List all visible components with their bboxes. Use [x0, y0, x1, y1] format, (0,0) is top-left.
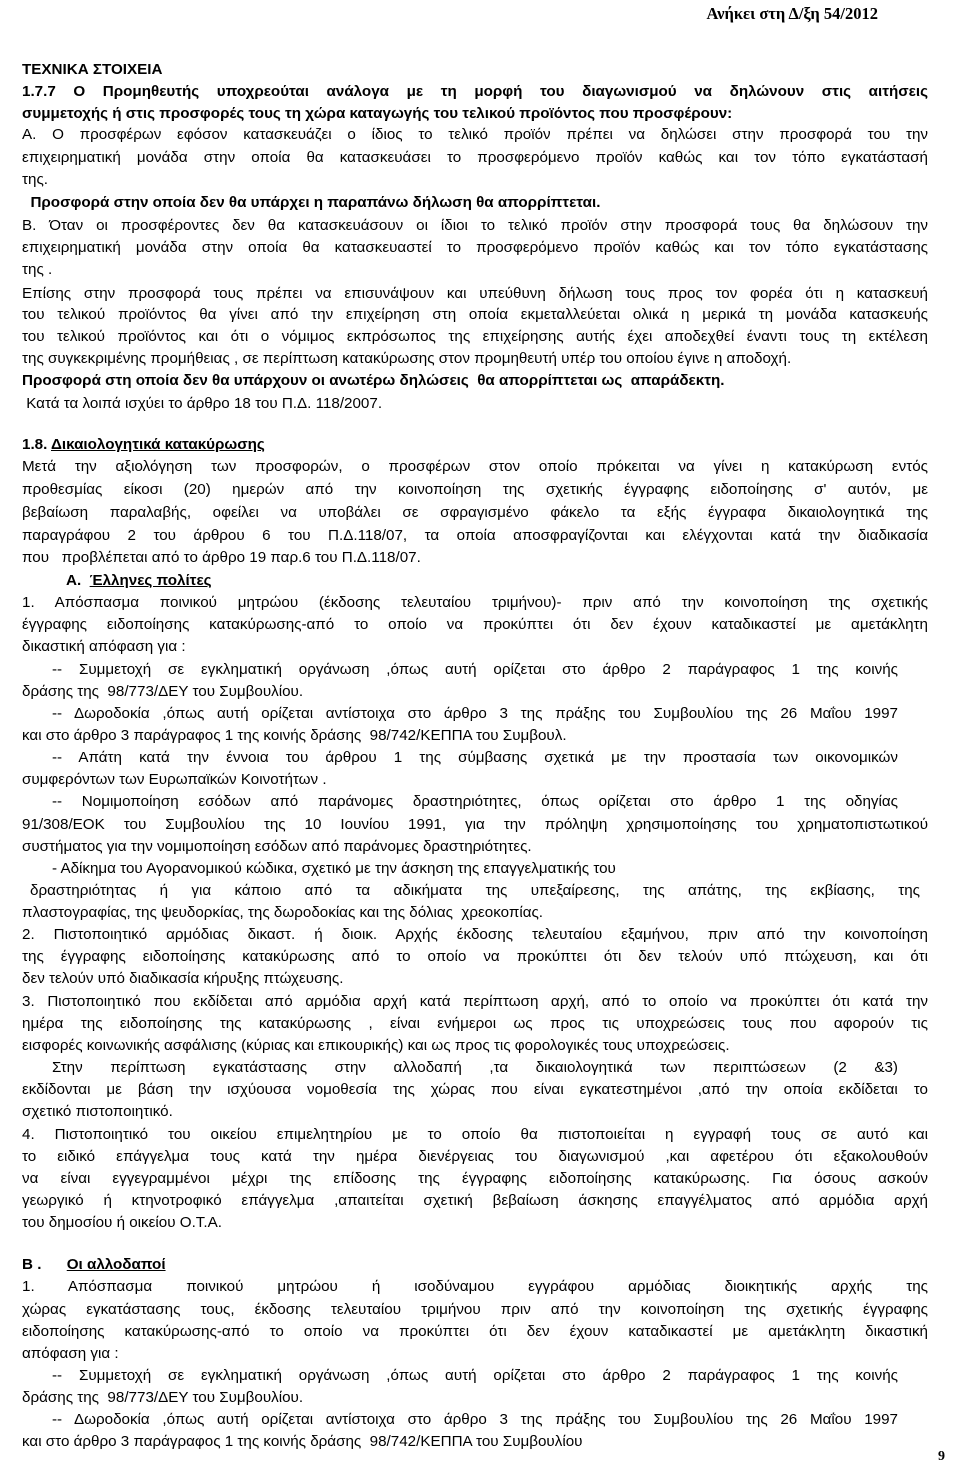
- text-line: [66, 572, 212, 590]
- text-line-content: -- Συμμετοχή σε εγκληματική οργάνωση ,όπως αυτή ορίζεται στο άρθρο 2 παράγραφος 1 της κοινής: [52, 1367, 898, 1384]
- text-line: [22, 1126, 928, 1144]
- text-line-content: εκδίδονται με βάση την ισχύουσα νομοθεσία της χώρας που είναι εγκατεστημένοι ,από την οποία εκδίδεται το: [22, 1081, 928, 1098]
- text-line: [22, 1278, 928, 1296]
- text-line-content: -- Δωροδοκία ,όπως αυτή ορίζεται αντίστοιχα στο άρθρο 3 της πράξης του Συμβουλίου της 26 Μαΐου 1997: [52, 1411, 898, 1428]
- text-line-content: βεβαίωση παραλαβής, οφείλει να υποβάλει σε σφραγισμένο φάκελο τα εξής έγγραφα δικαιολογητικά της: [22, 504, 928, 521]
- text-line-content: -- Δωροδοκία ,όπως αυτή ορίζεται αντίστοιχα στο άρθρο 3 της πράξης του Συμβουλίου της 26 Μαΐου 1997: [52, 705, 898, 722]
- text-line: [22, 1323, 928, 1341]
- text-line-content: ΤΕΧΝΙΚΑ ΣΤΟΙΧΕΙΑ: [22, 61, 163, 78]
- text-line: [22, 481, 928, 499]
- text-line-content: απόφαση για :: [22, 1345, 119, 1362]
- text-line: [22, 904, 543, 922]
- text-line: [22, 1103, 173, 1121]
- text-line-content: και στο άρθρο 3 παράγραφος 1 της κοινής δράσης 98/742/ΚΕΠΠΑ του Συμβουλίου: [22, 1433, 583, 1450]
- text-line-content: της έγγραφης ειδοποίησης κατακύρωσης από το οποίο να προκύπτει ότι δεν τελούν υπό πτώχευση, και ότι: [22, 948, 928, 965]
- text-line: [22, 285, 928, 303]
- text-line: [22, 816, 928, 834]
- text-line: [22, 683, 303, 701]
- text-line: [22, 1170, 928, 1188]
- text-line-content: που προβλέπεται από το άρθρο 19 παρ.6 του Π.Δ.118/07.: [22, 549, 421, 566]
- text-line: [22, 328, 928, 346]
- text-line: [52, 749, 898, 767]
- text-line-content: - Αδίκημα του Αγορανομικού κώδικα, σχετικό με την άσκηση της επαγγελματικής του: [52, 860, 616, 877]
- text-line-content: Α. Ο προσφέρων εφόσον κατασκευάζει ο ίδιος το τελικό προϊόν πρέπει να δηλώσει στην προσφορά του την: [22, 126, 928, 143]
- text-line: [22, 1015, 928, 1033]
- text-line-content: το ειδικό επάγγελμα τους κατά την ημέρα διενέργειας του διαγωνισμού ,και αφετέρου ότι εξακολουθούν: [22, 1148, 928, 1165]
- text-line-content: 1. Απόσπασμα ποινικού μητρώου (έκδοσης τελευταίου τριμήνου)- πριν από την κοινοποίηση της σχετικής: [22, 594, 928, 611]
- text-line: [22, 638, 186, 656]
- text-line-content: 1. Απόσπασμα ποινικού μητρώου ή ισοδύναμου εγγράφου αρμόδιας διοικητικής αρχής της: [22, 1278, 928, 1295]
- section-heading: Δικαιολογητικά κατακύρωσης: [51, 436, 265, 453]
- text-line: [22, 1192, 928, 1210]
- text-line: [22, 1389, 303, 1407]
- text-line: [22, 1214, 222, 1232]
- text-line-content: παραγράφου 2 του άρθρου 6 του Π.Δ.118/07, τα οποία αποσφραγίζονται και ελέγχονται κατά την διαδικασία: [22, 527, 928, 544]
- page-number: 9: [938, 1449, 945, 1464]
- text-line: [22, 527, 928, 545]
- text-line: [22, 1301, 928, 1319]
- text-line: [22, 239, 928, 257]
- text-line: [22, 1081, 928, 1099]
- text-line-content: γεωργικό ή κτηνοτροφικό επάγγελμα ,απαιτείται σχετική βεβαίωση άσκησης επαγγέλματος από αρμόδια αρχή: [22, 1192, 928, 1209]
- text-line-content: Προσφορά στη οποία δεν θα υπάρχουν οι ανωτέρω δηλώσεις θα απορρίπτεται ως απαράδεκτη.: [22, 372, 725, 389]
- text-line: [52, 1411, 898, 1429]
- section-heading: Οι αλλοδαποί: [66, 1256, 166, 1273]
- text-line-content: της.: [22, 171, 48, 188]
- text-line: [52, 1059, 898, 1077]
- text-line-content: 1.8.: [22, 436, 51, 453]
- text-line-content: Β .: [22, 1256, 67, 1273]
- text-line: [22, 194, 600, 212]
- text-line: [22, 105, 732, 123]
- text-line: [22, 149, 928, 167]
- text-line-content: Α.: [66, 572, 90, 589]
- text-line-content: και στο άρθρο 3 παράγραφος 1 της κοινής δράσης 98/742/ΚΕΠΠΑ του Συμβουλ.: [22, 727, 567, 744]
- text-line-content: Κατά τα λοιπά ισχύει το άρθρο 18 του Π.Δ. 118/2007.: [22, 395, 383, 412]
- text-line: [22, 1037, 730, 1055]
- text-line-content: Επίσης στην προσφορά τους πρέπει να επισυνάψουν και υπεύθυνη δήλωση τους προς τον φορέα ότι η κατασκευή: [22, 285, 928, 302]
- text-line-content: -- Νομιμοποίηση εσόδων από παράνομες δραστηριότητες, όπως ορίζεται στο άρθρο 1 της οδηγίας: [52, 793, 898, 810]
- text-line-content: Β. Όταν οι προσφέροντες δεν θα κατασκευάσουν οι ίδιοι το τελικό προϊόν στην προσφορά τους θα δηλώσουν την: [22, 217, 928, 234]
- text-line: [22, 395, 382, 413]
- text-line: [22, 350, 791, 368]
- text-line-content: προθεσμίας είκοσι (20) ημερών από την κοινοποίηση της σχετικής έγγραφης ειδοποίησης σ' αυτόν, με: [22, 481, 928, 498]
- text-line: [52, 793, 898, 811]
- page-header: Ανήκει στη Δ/ξη 54/2012: [706, 4, 878, 23]
- text-line: [22, 1148, 928, 1166]
- text-line-content: Μετά την αξιολόγηση των προσφορών, ο προσφέρων στον οποίο πρόκειται να γίνει η κατακύρωση εντός: [22, 458, 928, 475]
- text-line-content: έγγραφης ειδοποίησης κατακύρωσης-από το οποίο να προκύπτει ότι δεν έχουν καταδικαστεί με αμετάκλητη: [22, 616, 928, 633]
- text-line: [22, 217, 928, 235]
- text-line: [22, 306, 928, 324]
- text-line-content: συμφερόντων των Ευρωπαϊκών Κοινοτήτων .: [22, 771, 327, 788]
- text-line-content: συστήματος για την νομιμοποίηση εσόδων από παράνομες δραστηριότητες.: [22, 838, 532, 855]
- text-line: [22, 126, 928, 144]
- text-line: [22, 926, 928, 944]
- text-line-content: Προσφορά στην οποία δεν θα υπάρχει η παραπάνω δήλωση θα απορρίπτεται.: [22, 194, 601, 211]
- text-line: [22, 771, 327, 789]
- text-line-content: δράσης της 98/773/ΔΕΥ του Συμβουλίου.: [22, 1389, 304, 1406]
- text-line: [22, 458, 928, 476]
- text-line: [22, 594, 928, 612]
- text-line: [22, 948, 928, 966]
- text-line: [22, 838, 532, 856]
- text-line-content: σχετικό πιστοποιητικό.: [22, 1103, 173, 1120]
- text-line-content: της .: [22, 261, 53, 278]
- text-line: [52, 1367, 898, 1385]
- text-line: [52, 705, 898, 723]
- text-line: [22, 616, 928, 634]
- text-line: [22, 1345, 119, 1363]
- text-line-content: του δημοσίου ή οικείου Ο.Τ.Α.: [22, 1214, 222, 1231]
- text-line: [22, 727, 567, 745]
- text-line: [22, 436, 265, 454]
- text-line: [30, 882, 920, 900]
- text-line: [22, 549, 421, 567]
- text-line-content: δεν τελούν υπό διαδικασία κήρυξης πτώχευσης.: [22, 970, 344, 987]
- text-line-content: του τελικού προϊόντος θα γίνει από την επιχείρηση στη οποία εκμεταλλεύεται ολικά η μερικά τη μονάδα κατασκευής: [22, 306, 928, 323]
- text-line: [22, 61, 162, 79]
- text-line-content: πλαστογραφίας, της ψευδορκίας, της δωροδοκίας και της δόλιας χρεοκοπίας.: [22, 904, 544, 921]
- text-line: [22, 993, 928, 1011]
- section-heading: Έλληνες πολίτες: [89, 572, 212, 589]
- text-line-content: συμμετοχής ή στις προσφορές τους τη χώρα καταγωγής του τελικού προϊόντος που προσφέρουν:: [22, 105, 733, 122]
- text-line: [22, 970, 343, 988]
- text-line-content: 2. Πιστοποιητικό αρμόδιας δικαστ. ή διοικ. Αρχής έκδοσης τελευταίου εξαμήνου, πριν από την κοινοποίηση: [22, 926, 928, 943]
- text-line: [22, 1256, 166, 1274]
- text-line-content: του τελικού προϊόντος και ότι ο νόμιμος εκπρόσωπος της επιχείρησης αυτής έχει αποδεχθεί έναντι τους τη εκτέλεση: [22, 328, 928, 345]
- text-line-content: εισφορές κοινωνικής ασφάλισης (κύριας και επικουρικής) και ως προς τις φορολογικές τους υποχρεώσεις.: [22, 1037, 730, 1054]
- text-line-content: ημέρα της ειδοποίησης της κατακύρωσης , είναι ενήμεροι ως προς τις υποχρεώσεις τους που αφορούν τις: [22, 1015, 928, 1032]
- text-line-content: 4. Πιστοποιητικό του οικείου επιμελητηρίου με το οποίο θα πιστοποιείται η εγγραφή τους σε αυτό και: [22, 1126, 928, 1143]
- text-line-content: της συγκεκριμένης προμήθειας , σε περίπτωση κατακύρωσης στον προμηθευτή υπέρ του οποίου έγινε η αποδοχή.: [22, 350, 792, 367]
- text-line-content: -- Συμμετοχή σε εγκληματική οργάνωση ,όπως αυτή ορίζεται στο άρθρο 2 παράγραφος 1 της κοινής: [52, 661, 898, 678]
- text-line: [52, 860, 616, 878]
- text-line-content: δράσης της 98/773/ΔΕΥ του Συμβουλίου.: [22, 683, 304, 700]
- text-line: [22, 83, 928, 101]
- text-line-content: επιχειρηματική μονάδα στην οποία θα κατασκευάσει το προσφερόμενο προϊόν καθώς και τον τόπο εγκατάστασή: [22, 149, 928, 166]
- text-line-content: 3. Πιστοποιητικό που εκδίδεται από αρμόδια αρχή κατά περίπτωση αρχή, από το οποίο να προκύπτει ότι κατά την: [22, 993, 928, 1010]
- text-line-content: Στην περίπτωση εγκατάστασης στην αλλοδαπή ,τα δικαιολογητικά των περιπτώσεων (2 &3): [52, 1059, 898, 1076]
- text-line-content: δραστηριότητας ή για κάποιο από τα αδικήματα της υπεξαίρεσης, της απάτης, της εκβίασης, της: [30, 882, 920, 899]
- text-line: [22, 1433, 582, 1451]
- text-line: [52, 661, 898, 679]
- text-line-content: 91/308/ΕΟΚ του Συμβουλίου της 10 Ιουνίου 1991, για την πρόληψη χρησιμοποίησης του χρηματοπιστωτικού: [22, 816, 928, 833]
- text-line-content: -- Απάτη κατά την έννοια του άρθρου 1 της σύμβασης σχετικά με την προστασία των οικονομικών: [52, 749, 898, 766]
- text-line: [22, 504, 928, 522]
- text-line: [22, 261, 52, 279]
- text-line-content: επιχειρηματική μονάδα στην οποία θα κατασκευαστεί το προσφερόμενο προϊόν καθώς και τον τόπο εγκατάστασης: [22, 239, 928, 256]
- text-line-content: χώρας εγκατάστασης τους, έκδοσης τελευταίου τριμήνου πριν από την κοινοποίηση της σχετικής έγγραφης: [22, 1301, 928, 1318]
- text-line-content: 1.7.7 Ο Προμηθευτής υποχρεούται ανάλογα με τη μορφή του διαγωνισμού να δηλώνουν στις αιτήσεις: [22, 83, 928, 100]
- text-line-content: ειδοποίησης κατακύρωσης-από το οποίο να προκύπτει ότι δεν έχουν καταδικαστεί με αμετάκλητη δικαστική: [22, 1323, 928, 1340]
- text-line: [22, 171, 48, 189]
- text-line-content: δικαστική απόφαση για :: [22, 638, 186, 655]
- text-line: [22, 372, 725, 390]
- text-line-content: να είναι εγγεγραμμένοι μέχρι της επίδοσης της έγγραφης ειδοποίησης κατακύρωσης. Για όσους ασκούν: [22, 1170, 928, 1187]
